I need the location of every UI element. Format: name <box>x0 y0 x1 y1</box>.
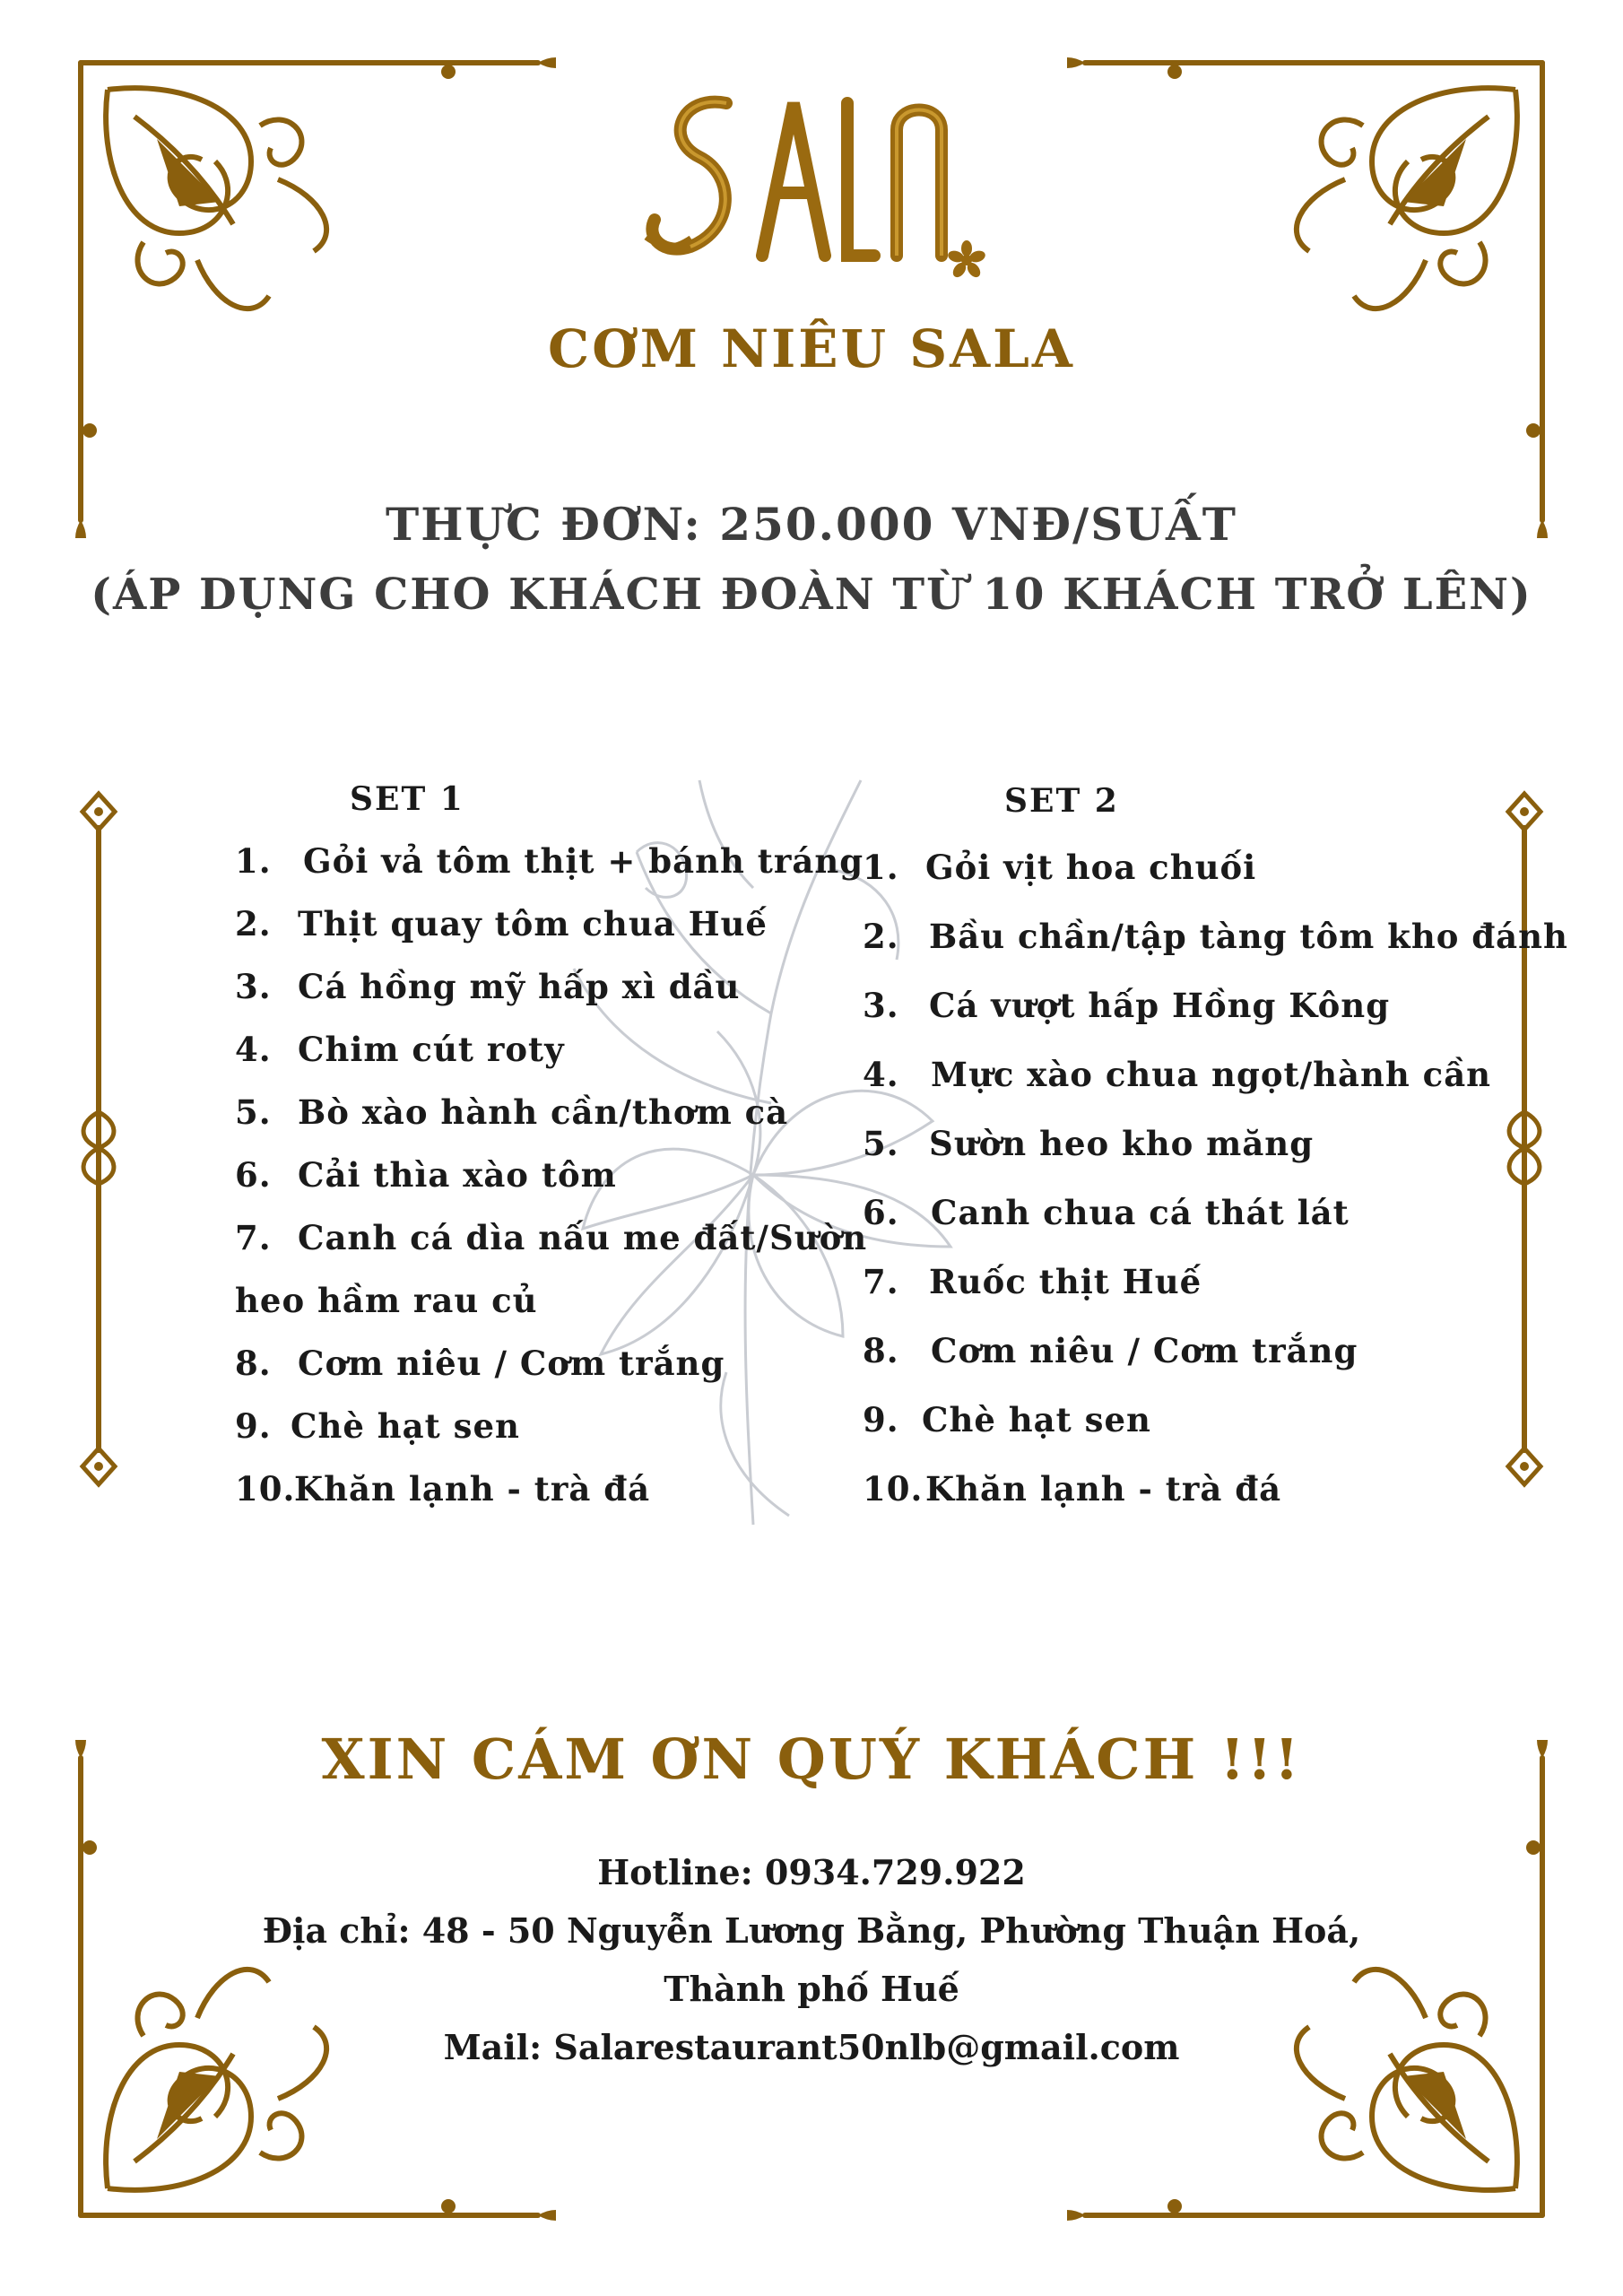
list-item: heo hầm rau củ <box>235 1281 538 1320</box>
restaurant-name: CƠM NIÊU SALA <box>548 318 1075 379</box>
list-item: 2. Bầu chần/tập tàng tôm kho đánh <box>863 917 1568 956</box>
list-item: 10.Khăn lạnh - trà đá <box>235 1469 651 1509</box>
list-item: 9. Chè hạt sen <box>235 1406 520 1446</box>
list-item: 2. Thịt quay tôm chua Huế <box>235 904 768 944</box>
list-item: 4. Chim cút roty <box>235 1030 565 1069</box>
list-item: 5. Sườn heo kho măng <box>863 1124 1315 1163</box>
list-item: 1. Gỏi vịt hoa chuối <box>863 848 1257 887</box>
corner-flourish-top-right-icon <box>1067 54 1551 538</box>
list-item: 3. Cá hồng mỹ hấp xì dầu <box>235 967 741 1006</box>
corner-flourish-top-left-icon <box>72 54 556 538</box>
list-item: 5. Bò xào hành cần/thơm cà <box>235 1092 789 1132</box>
list-item: 10.Khăn lạnh - trà đá <box>863 1469 1282 1509</box>
menu-note: (ÁP DỤNG CHO KHÁCH ĐOÀN TỪ 10 KHÁCH TRỞ LÊN) <box>91 570 1532 620</box>
list-item: 8. Cơm niêu / Cơm trắng <box>235 1344 725 1383</box>
list-item: 9. Chè hạt sen <box>863 1400 1151 1439</box>
list-item: 3. Cá vượt hấp Hồng Kông <box>863 986 1391 1025</box>
thank-you-message: XIN CÁM ƠN QUÝ KHÁCH !!! <box>321 1726 1302 1792</box>
list-item: 8. Cơm niêu / Cơm trắng <box>863 1331 1358 1370</box>
list-item: 6. Canh chua cá thát lát <box>863 1193 1350 1232</box>
menu-price: THỰC ĐƠN: 250.000 VNĐ/SUẤT <box>385 498 1238 551</box>
list-item: 1. Gỏi vả tôm thịt + bánh tráng <box>235 841 864 881</box>
list-item: 6. Cải thìa xào tôm <box>235 1155 617 1195</box>
hotline: Hotline: 0934.729.922 <box>597 1852 1026 1892</box>
email: Mail: Salarestaurant50nlb@gmail.com <box>443 2027 1180 2067</box>
sala-logo <box>628 76 995 309</box>
set2-title: SET 2 <box>1004 782 1119 820</box>
list-item: 7. Canh cá dìa nấu me đất/Sườn <box>235 1218 868 1257</box>
address-line-1: Địa chỉ: 48 - 50 Nguyễn Lương Bằng, Phường Thuận Hoá, <box>262 1910 1361 1951</box>
set1-title: SET 1 <box>350 780 464 818</box>
address-line-2: Thành phố Huế <box>664 1969 959 2009</box>
list-item: 7. Ruốc thịt Huế <box>863 1262 1202 1301</box>
list-item: 4. Mực xào chua ngọt/hành cần <box>863 1055 1492 1094</box>
vertical-divider-right-icon <box>1497 789 1551 1489</box>
vertical-divider-left-icon <box>72 789 126 1489</box>
